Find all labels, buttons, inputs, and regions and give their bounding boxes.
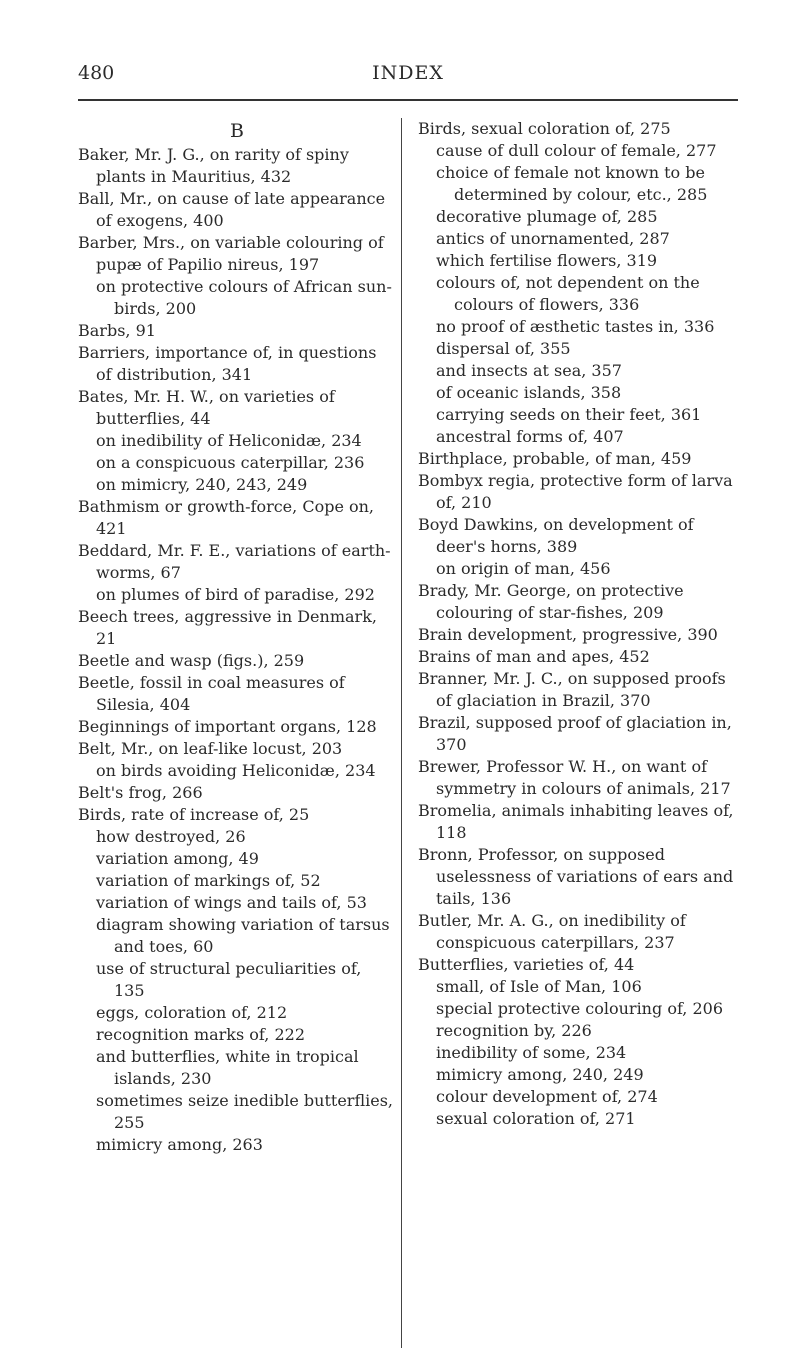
index-entry: Branner, Mr. J. C., on supposed proofs of glaciation in Brazil, 370 [418,669,726,710]
index-subentry: small, of Isle of Man, 106 [436,977,642,996]
index-entry: Butler, Mr. A. G., on inedibility of conspicuous caterpillars, 237 [418,911,686,952]
index-subentry: variation among, 49 [96,849,259,868]
index-subentry: antics of unornamented, 287 [436,229,670,248]
index-subentry: no proof of æsthetic tastes in, 336 [436,317,715,336]
index-entry: Barber, Mrs., on variable colouring of pupæ of Papilio nireus, 197 [78,233,384,274]
index-entry: Butterflies, varieties of, 44 [418,955,635,974]
index-subentry: on origin of man, 456 [436,559,611,578]
index-subentry: mimicry among, 263 [96,1135,263,1154]
index-subentry: special protective colouring of, 206 [436,999,724,1018]
index-entry: Brains of man and apes, 452 [418,647,650,666]
index-subentry: ancestral forms of, 407 [436,427,624,446]
index-subentry: sexual coloration of, 271 [436,1109,636,1128]
section-letter: B [230,120,244,142]
index-entry: Brady, Mr. George, on protective colouring of star-fishes, 209 [418,581,684,622]
index-entry: Ball, Mr., on cause of late appearance of exogens, 400 [78,189,386,230]
index-entry: Beddard, Mr. F. E., variations of earth-worms, 67 [78,541,391,582]
index-subentry: mimicry among, 240, 249 [436,1065,644,1084]
index-subentry: cause of dull colour of female, 277 [436,141,717,160]
index-subentry: on birds avoiding Heliconidæ, 234 [96,761,376,780]
index-subentry: use of structural peculiarities of, 135 [96,959,362,1000]
index-entry: Brewer, Professor W. H., on want of symmetry in colours of animals, 217 [418,757,731,798]
index-subentry: colour development of, 274 [436,1087,658,1106]
index-entry: Birthplace, probable, of man, 459 [418,449,692,468]
index-subentry: decorative plumage of, 285 [436,207,658,226]
index-subentry: sometimes seize inedible butterflies, 255 [96,1091,393,1132]
index-entry: Belt, Mr., on leaf-like locust, 203 [78,739,343,758]
index-entry: Brain development, progressive, 390 [418,625,718,644]
index-subentry: how destroyed, 26 [96,827,246,846]
index-entry: Boyd Dawkins, on development of deer's horns, 389 [418,515,694,556]
index-subentry: inedibility of some, 234 [436,1043,627,1062]
index-entry: Beetle, fossil in coal measures of Silesia, 404 [78,673,345,714]
index-subentry: variation of markings of, 52 [96,871,321,890]
index-entry: Bates, Mr. H. W., on varieties of butterflies, 44 [78,387,335,428]
index-entry: Barriers, importance of, in questions of distribution, 341 [78,343,377,384]
header-rule [78,99,738,101]
index-entry: Brazil, supposed proof of glaciation in, 370 [418,713,732,754]
index-subentry: recognition by, 226 [436,1021,592,1040]
index-entry: Barbs, 91 [78,321,156,340]
index-column-right [418,118,740,1130]
index-subentry: recognition marks of, 222 [96,1025,305,1044]
index-subentry: variation of wings and tails of, 53 [96,893,367,912]
index-entry: Bathmism or growth-force, Cope on, 421 [78,497,375,538]
running-head: INDEX [372,62,444,84]
index-subentry: choice of female not known to be determined by colour, etc., 285 [436,163,708,204]
index-entry: Beech trees, aggressive in Denmark, 21 [78,607,377,648]
index-subentry: on protective colours of African sun-birds, 200 [96,277,392,318]
index-subentry: dispersal of, 355 [436,339,571,358]
index-entry: Bombyx regia, protective form of larva of, 210 [418,471,733,512]
column-divider [401,118,402,1348]
index-entry: Bronn, Professor, on supposed uselessness of variations of ears and tails, 136 [418,845,734,908]
index-subentry: on plumes of bird of paradise, 292 [96,585,375,604]
index-subentry: diagram showing variation of tarsus and toes, 60 [96,915,390,956]
index-subentry: carrying seeds on their feet, 361 [436,405,702,424]
index-entry: Bromelia, animals inhabiting leaves of, 118 [418,801,734,842]
index-entry: Birds, rate of increase of, 25 [78,805,310,824]
index-subentry: eggs, coloration of, 212 [96,1003,288,1022]
index-subentry: which fertilise flowers, 319 [436,251,658,270]
index-subentry: on inedibility of Heliconidæ, 234 [96,431,362,450]
index-entry: Beginnings of important organs, 128 [78,717,377,736]
index-entry: Baker, Mr. J. G., on rarity of spiny plants in Mauritius, 432 [78,145,349,186]
index-subentry: of oceanic islands, 358 [436,383,622,402]
index-entry: Beetle and wasp (figs.), 259 [78,651,305,670]
index-subentry: on mimicry, 240, 243, 249 [96,475,308,494]
index-entry: Birds, sexual coloration of, 275 [418,119,671,138]
index-subentry: colours of, not dependent on the colours of flowers, 336 [436,273,700,314]
page-number: 480 [78,62,115,84]
page-header [78,62,738,92]
index-subentry: and insects at sea, 357 [436,361,622,380]
index-subentry: and butterflies, white in tropical islands, 230 [96,1047,359,1088]
index-subentry: on a conspicuous caterpillar, 236 [96,453,365,472]
index-entry: Belt's frog, 266 [78,783,203,802]
index-column-left [78,118,396,1156]
